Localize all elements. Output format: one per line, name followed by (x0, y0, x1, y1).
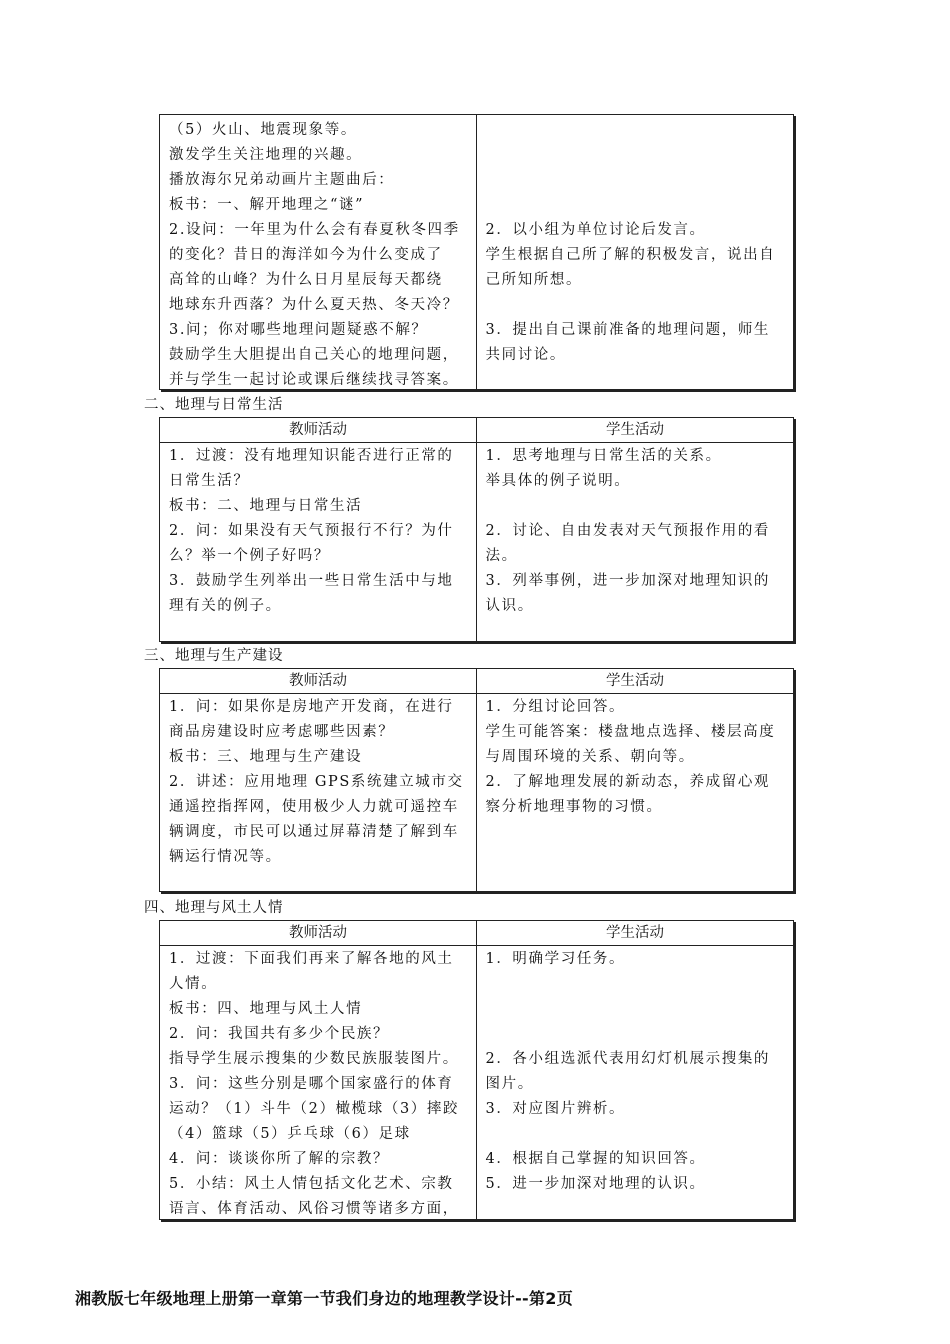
activity-table-2 (159, 417, 794, 642)
teacher-line: 理有关的例子。 (169, 598, 282, 614)
teacher-line: 并与学生一起讨论或课后继续找寻答案。 (169, 372, 459, 388)
student-activity-header: 学生活动 (606, 422, 664, 438)
teacher-line: 1．过渡：下面我们再来了解各地的风土 (169, 951, 454, 967)
activity-table-1 (159, 114, 794, 390)
student-line: 3．对应图片辨析。 (485, 1101, 626, 1117)
student-line: 法。 (485, 548, 518, 564)
student-activity-column (477, 946, 794, 1219)
teacher-line: 板书：三、地理与生产建设 (169, 749, 363, 765)
teacher-line: 地球东升西落？为什么夏天热、冬天冷？ (169, 297, 459, 313)
student-activity-column (477, 443, 794, 641)
teacher-activity-column (160, 115, 477, 389)
teacher-line: 板书：四、地理与风土人情 (169, 1001, 363, 1017)
teacher-line: 3．问：这些分别是哪个国家盛行的体育 (169, 1076, 454, 1092)
teacher-line: 语言、体育活动、风俗习惯等诸多方面， (169, 1201, 459, 1217)
student-line: 3．列举事例，进一步加深对地理知识的 (485, 573, 771, 589)
student-line: 5．进一步加深对地理的认识。 (485, 1176, 706, 1192)
table-body (160, 115, 793, 389)
teacher-line: 3．鼓励学生列举出一些日常生活中与地 (169, 573, 454, 589)
teacher-line: 商品房建设时应考虑哪些因素？ (169, 724, 395, 740)
student-line: 学生可能答案：楼盘地点选择、楼层高度 (485, 724, 776, 740)
teacher-line: 人情。 (169, 976, 218, 992)
teacher-line: 辆运行情况等。 (169, 849, 282, 865)
student-line: 1．明确学习任务。 (485, 951, 626, 967)
table-body (160, 946, 793, 1219)
teacher-activity-header: 教师活动 (160, 921, 477, 945)
teacher-line: （5）火山、地震现象等。 (169, 122, 357, 138)
table-header (160, 418, 793, 443)
table-body (160, 694, 793, 891)
teacher-line: 1．问：如果你是房地产开发商，在进行 (169, 699, 454, 715)
teacher-line: 板书：一、解开地理之“谜” (169, 197, 365, 213)
student-line: 4．根据自己掌握的知识回答。 (485, 1151, 706, 1167)
teacher-line: 通遥控指挥网，使用极少人力就可遥控车 (169, 799, 459, 815)
teacher-line: 板书：二、地理与日常生活 (169, 498, 363, 514)
student-line: 认识。 (485, 598, 534, 614)
activity-table-4 (159, 920, 794, 1220)
teacher-activity-header: 教师活动 (160, 669, 477, 693)
section-heading: 四、地理与风土人情 (144, 900, 284, 916)
table-body (160, 443, 793, 641)
teacher-line: 1．过渡：没有地理知识能否进行正常的 (169, 448, 454, 464)
teacher-line: 4．问：谈谈你所了解的宗教？ (169, 1151, 390, 1167)
teacher-line: 2．问：如果没有天气预报行不行？为什 (169, 523, 454, 539)
student-activity-column (477, 115, 794, 389)
teacher-line: （4）篮球（5）乒乓球（6）足球 (169, 1126, 411, 1142)
student-line: 学生根据自己所了解的积极发言，说出自 (485, 247, 776, 263)
teacher-line: 的变化？昔日的海洋如今为什么变成了 (169, 247, 443, 263)
teacher-line: 播放海尔兄弟动画片主题曲后： (169, 172, 395, 188)
table-header (160, 669, 793, 694)
teacher-activity-header: 教师活动 (160, 418, 477, 442)
teacher-activity-column (160, 694, 477, 891)
student-line: 2．讨论、自由发表对天气预报作用的看 (485, 523, 771, 539)
student-line: 己所知所想。 (485, 272, 583, 288)
teacher-line: 2.设问：一年里为什么会有春夏秋冬四季 (169, 222, 460, 238)
teacher-line: 2．问：我国共有多少个民族？ (169, 1026, 390, 1042)
student-line: 与周围环境的关系、朝向等。 (485, 749, 695, 765)
student-activity-header: 学生活动 (606, 925, 664, 941)
student-line: 图片。 (485, 1076, 534, 1092)
teacher-line: 鼓励学生大胆提出自己关心的地理问题， (169, 347, 459, 363)
student-line: 2．各小组选派代表用幻灯机展示搜集的 (485, 1051, 771, 1067)
student-activity-header: 学生活动 (606, 673, 664, 689)
student-line: 察分析地理事物的习惯。 (485, 799, 663, 815)
student-line: 2．了解地理发展的新动态，养成留心观 (485, 774, 771, 790)
student-line: 共同讨论。 (485, 347, 566, 363)
teacher-line: 日常生活？ (169, 473, 250, 489)
teacher-activity-column (160, 443, 477, 641)
teacher-line: 指导学生展示搜集的少数民族服装图片。 (169, 1051, 459, 1067)
teacher-line: 运动？（1）斗牛（2）橄榄球（3）摔跤 (169, 1101, 460, 1117)
student-line: 1．分组讨论回答。 (485, 699, 626, 715)
teacher-line: 么？举一个例子好吗？ (169, 548, 330, 564)
student-line: 举具体的例子说明。 (485, 473, 631, 489)
teacher-line: 激发学生关注地理的兴趣。 (169, 147, 363, 163)
teacher-activity-column (160, 946, 477, 1219)
student-activity-column (477, 694, 794, 891)
section-heading: 二、地理与日常生活 (144, 397, 284, 413)
teacher-line: 5．小结：风土人情包括文化艺术、宗教 (169, 1176, 454, 1192)
teacher-line: 辆调度，市民可以通过屏幕清楚了解到车 (169, 824, 459, 840)
student-line: 1．思考地理与日常生活的关系。 (485, 448, 722, 464)
student-line: 2．以小组为单位讨论后发言。 (485, 222, 706, 238)
teacher-line: 3.问；你对哪些地理问题疑惑不解？ (169, 322, 428, 338)
student-line: 3．提出自己课前准备的地理问题，师生 (485, 322, 771, 338)
teacher-line: 高耸的山峰？为什么日月星辰每天都绕 (169, 272, 443, 288)
page-footer: 湘教版七年级地理上册第一章第一节我们身边的地理教学设计--第2页 (75, 1289, 574, 1308)
activity-table-3 (159, 668, 794, 892)
table-header (160, 921, 793, 946)
section-heading: 三、地理与生产建设 (144, 648, 284, 664)
teacher-line: 2．讲述：应用地理 GPS系统建立城市交 (169, 774, 464, 790)
